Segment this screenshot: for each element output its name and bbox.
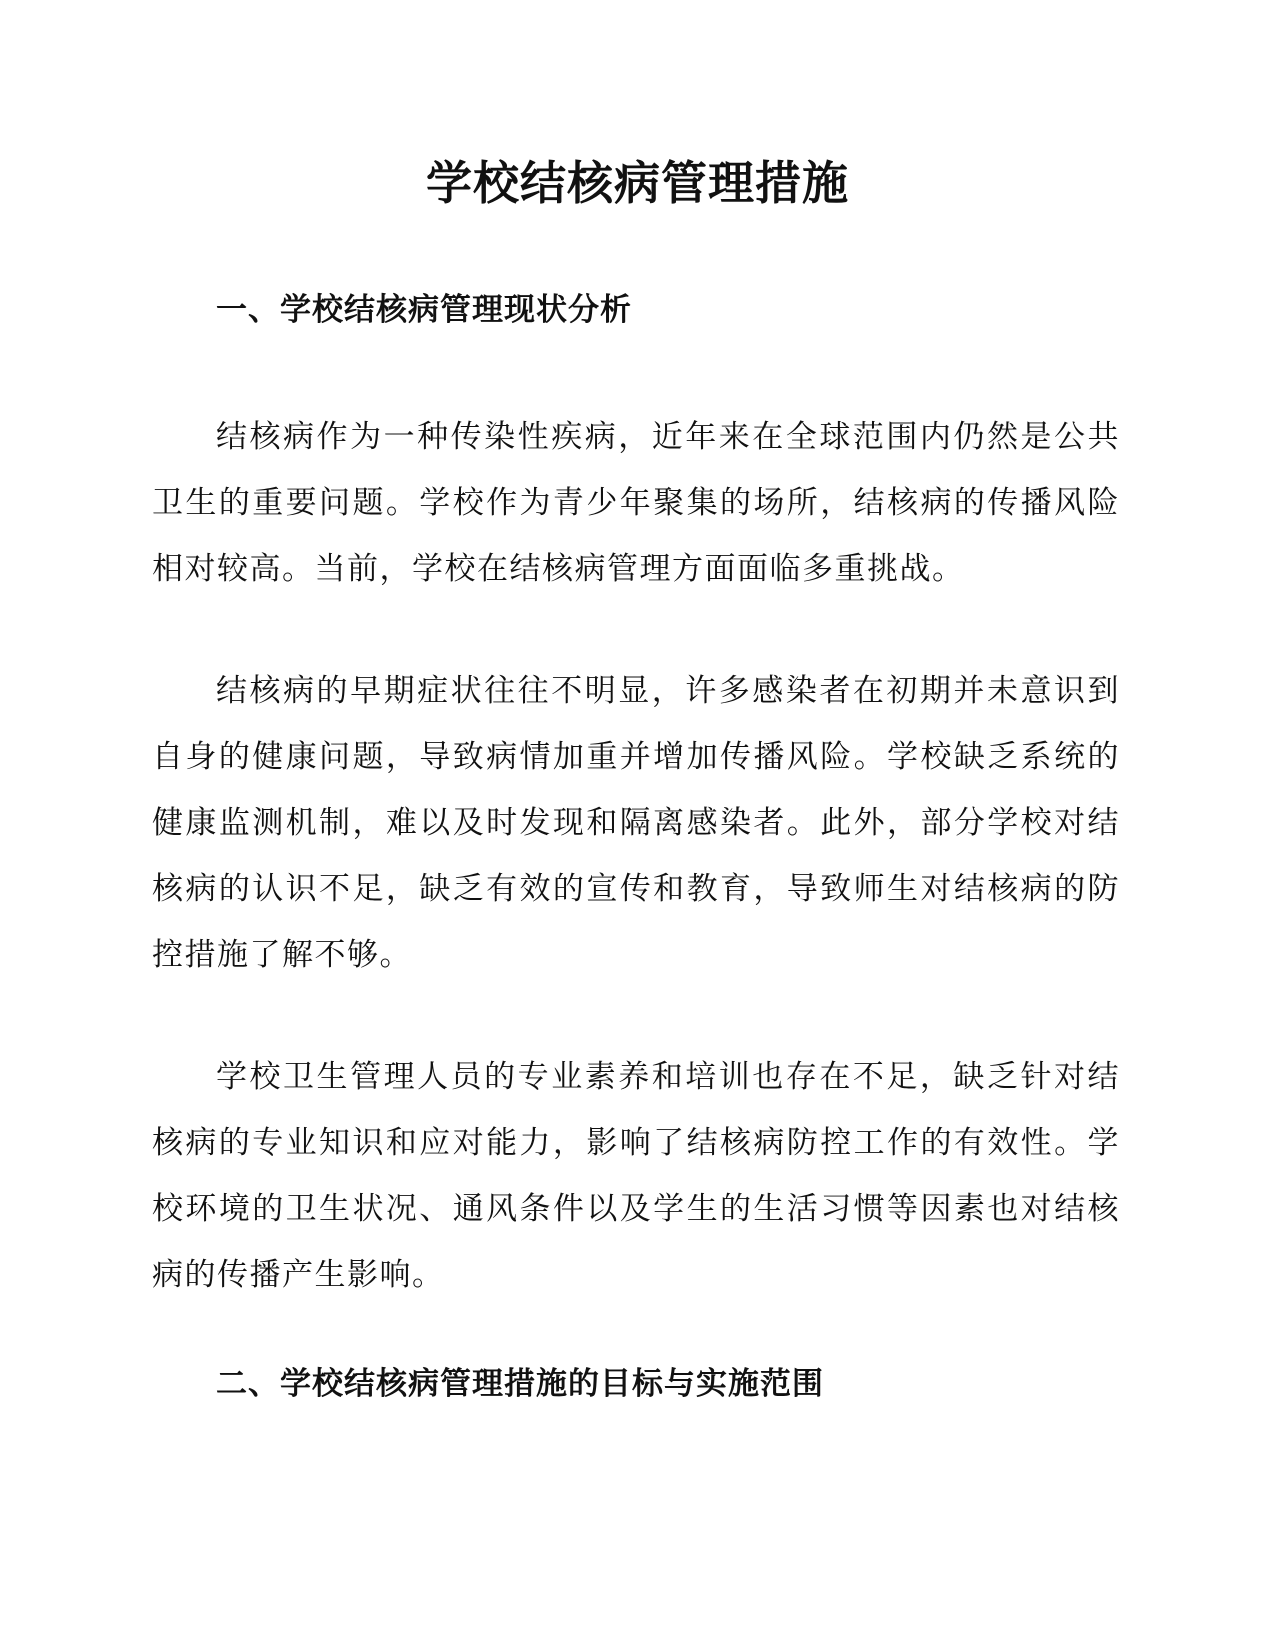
paragraph-2: 结核病的早期症状往往不明显，许多感染者在初期并未意识到自身的健康问题，导致病情加重并增加传播风险。学校缺乏系统的健康监测机制，难以及时发现和隔离感染者。此外，部分学校对结核病的认识不足，缺乏有效的宣传和教育，导致师生对结核病的防控措施了解不够。	[152, 673, 1120, 973]
section-heading-1: 一、学校结核病管理现状分析	[216, 292, 632, 328]
document-title: 学校结核病管理措施	[426, 156, 849, 210]
section-heading-2: 二、学校结核病管理措施的目标与实施范围	[216, 1366, 824, 1402]
paragraph-1: 结核病作为一种传染性疾病，近年来在全球范围内仍然是公共卫生的重要问题。学校作为青少年聚集的场所，结核病的传播风险相对较高。当前，学校在结核病管理方面面临多重挑战。	[152, 419, 1120, 587]
paragraph-3: 学校卫生管理人员的专业素养和培训也存在不足，缺乏针对结核病的专业知识和应对能力，影响了结核病防控工作的有效性。学校环境的卫生状况、通风条件以及学生的生活习惯等因素也对结核病的传播产生影响。	[152, 1059, 1120, 1293]
